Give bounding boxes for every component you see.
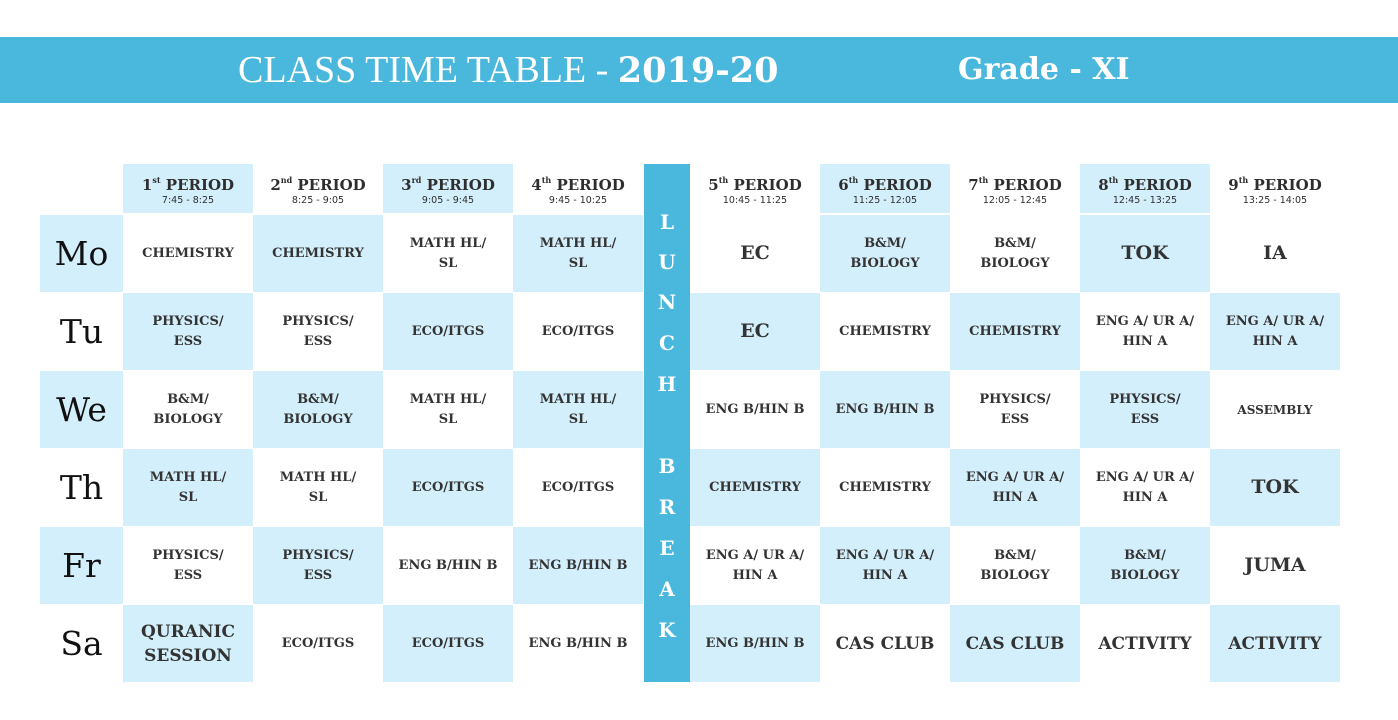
- period-label: PERIOD: [1118, 176, 1192, 194]
- lunch-letter: U: [658, 250, 676, 274]
- subject: [839, 322, 931, 342]
- subject: [410, 234, 486, 274]
- timetable-cell: [1080, 293, 1210, 370]
- period-label: PERIOD: [728, 176, 802, 194]
- subject-line: PHYSICS/: [152, 547, 224, 563]
- subject-line: MATH HL/: [279, 469, 357, 485]
- subject-line: PHYSICS/: [282, 547, 354, 563]
- subject: [1098, 632, 1191, 656]
- period-ordinal: th: [541, 175, 552, 185]
- subject-line: HIN A: [1122, 489, 1168, 505]
- period-label: PERIOD: [988, 176, 1062, 194]
- subject: [142, 244, 234, 264]
- timetable-cell: [123, 605, 253, 682]
- timetable-cell: [383, 449, 513, 526]
- subject: [529, 556, 628, 576]
- day-label: Th: [59, 468, 104, 507]
- subject-line: MATH HL/: [409, 391, 487, 407]
- subject: [966, 468, 1064, 508]
- subject-line: CAS CLUB: [965, 633, 1065, 654]
- timetable-cell: [513, 605, 643, 682]
- period-label: PERIOD: [1248, 176, 1322, 194]
- subject: [839, 478, 931, 498]
- subject: [1121, 241, 1168, 266]
- subject: [412, 634, 485, 654]
- subject-line: ECO/ITGS: [411, 479, 485, 495]
- period-time: 10:45 - 11:25: [722, 195, 788, 206]
- lunch-break-column: [644, 164, 690, 682]
- subject-line: JUMA: [1244, 554, 1306, 576]
- subject: [836, 546, 934, 586]
- period-title: [820, 171, 950, 194]
- period-number: 7: [968, 176, 979, 194]
- subject: [150, 468, 226, 508]
- subject-line: B&M/: [167, 391, 209, 407]
- page-title: [238, 45, 778, 95]
- period-header-5: [690, 164, 820, 213]
- period-label: PERIOD: [551, 176, 625, 194]
- subject: [412, 478, 485, 498]
- timetable-cell: [1080, 527, 1210, 604]
- subject: [282, 312, 353, 352]
- subject: [272, 244, 364, 264]
- timetable-cell: [950, 293, 1080, 370]
- subject-line: HIN A: [1252, 333, 1298, 349]
- period-time: 9:05 - 9:45: [421, 195, 475, 206]
- timetable-cell: [513, 293, 643, 370]
- subject-line: ACTIVITY: [1228, 633, 1322, 654]
- subject: [706, 400, 805, 420]
- subject-line: HIN A: [862, 567, 908, 583]
- subject: [141, 620, 235, 668]
- period-time: 7:45 - 8:25: [161, 195, 215, 206]
- period-header-6: [820, 164, 950, 213]
- subject-line: B&M/: [297, 391, 339, 407]
- timetable-cell: [383, 293, 513, 370]
- timetable-cell: [253, 449, 383, 526]
- period-label: PERIOD: [292, 176, 366, 194]
- timetable-cell: [253, 293, 383, 370]
- period-label: PERIOD: [421, 176, 495, 194]
- grade-label: Grade - XI: [958, 52, 1130, 87]
- period-ordinal: th: [718, 175, 729, 185]
- timetable-cell: [1080, 371, 1210, 448]
- period-time: 8:25 - 9:05: [291, 195, 345, 206]
- title-banner: [0, 37, 1398, 103]
- timetable-cell: [690, 215, 820, 292]
- subject-line: B&M/: [864, 235, 906, 251]
- subject-line: MATH HL/: [149, 469, 227, 485]
- period-number: 1: [141, 176, 153, 194]
- subject: [542, 478, 615, 498]
- subject-line: ACTIVITY: [1098, 633, 1192, 654]
- subject: [706, 634, 805, 654]
- timetable-cell: [1210, 527, 1340, 604]
- subject-line: CHEMISTRY: [839, 323, 931, 339]
- timetable-cell: [383, 371, 513, 448]
- timetable-cell: [690, 293, 820, 370]
- subject-line: BIOLOGY: [980, 255, 1050, 271]
- period-title: [690, 171, 820, 194]
- subject-line: CAS CLUB: [835, 633, 935, 654]
- subject-line: PHYSICS/: [979, 391, 1051, 407]
- subject-line: ECO/ITGS: [541, 323, 615, 339]
- period-header-8: [1080, 164, 1210, 213]
- timetable-cell: [690, 371, 820, 448]
- timetable-cell: [950, 371, 1080, 448]
- subject-line: PHYSICS/: [152, 313, 224, 329]
- subject-line: ECO/ITGS: [281, 635, 355, 651]
- subject: [1226, 312, 1324, 352]
- timetable-cell: [690, 605, 820, 682]
- period-label: PERIOD: [160, 176, 235, 194]
- subject: [980, 546, 1049, 586]
- lunch-letter: H: [657, 372, 677, 396]
- timetable-cell: [1210, 371, 1340, 448]
- timetable-cell: [253, 371, 383, 448]
- timetable-cell: [123, 293, 253, 370]
- period-header-9: [1210, 164, 1340, 213]
- period-number: 8: [1098, 176, 1109, 194]
- period-time: 12:45 - 13:25: [1112, 195, 1178, 206]
- period-ordinal: th: [1108, 175, 1119, 185]
- subject-line: HIN A: [992, 489, 1038, 505]
- subject-line: SL: [568, 411, 588, 427]
- subject: [542, 322, 615, 342]
- period-title: [253, 171, 383, 194]
- timetable-cell: [1080, 449, 1210, 526]
- subject-line: MATH HL/: [409, 235, 487, 251]
- lunch-letter: E: [659, 536, 675, 560]
- subject: [152, 546, 223, 586]
- subject-line: BIOLOGY: [980, 567, 1050, 583]
- subject: [836, 400, 935, 420]
- subject-line: EC: [740, 242, 770, 264]
- subject-line: B&M/: [1124, 547, 1166, 563]
- subject-line: IA: [1263, 242, 1287, 264]
- period-header-3: [383, 164, 513, 213]
- timetable-cell: [383, 605, 513, 682]
- timetable-cell: [950, 215, 1080, 292]
- timetable-cell: [1210, 293, 1340, 370]
- period-ordinal: st: [152, 175, 161, 185]
- subject-line: ENG A/ UR A/: [965, 469, 1065, 485]
- subject-line: SL: [178, 489, 198, 505]
- subject: [1228, 632, 1321, 656]
- subject-line: CHEMISTRY: [272, 245, 364, 261]
- subject-line: CHEMISTRY: [142, 245, 234, 261]
- day-label: Tu: [59, 312, 104, 351]
- period-number: 2: [270, 176, 281, 194]
- subject-line: BIOLOGY: [1110, 567, 1180, 583]
- subject-line: B&M/: [994, 547, 1036, 563]
- subject-line: ESS: [173, 567, 203, 583]
- subject-line: HIN A: [732, 567, 778, 583]
- timetable-cell: [253, 215, 383, 292]
- period-header-7: [950, 164, 1080, 213]
- period-title: [383, 171, 513, 194]
- timetable-cell: [383, 527, 513, 604]
- timetable-cell: [123, 527, 253, 604]
- subject-line: TOK: [1251, 476, 1299, 498]
- title-text: CLASS TIME TABLE -: [238, 49, 618, 91]
- subject: [1237, 400, 1312, 420]
- subject-line: ENG B/HIN B: [528, 635, 628, 651]
- period-ordinal: rd: [411, 175, 422, 185]
- period-time: 11:25 - 12:05: [852, 195, 918, 206]
- subject: [966, 632, 1065, 656]
- period-time: 9:45 - 10:25: [548, 195, 608, 206]
- lunch-letter: A: [659, 577, 675, 601]
- day-label: We: [40, 371, 123, 448]
- subject-line: ECO/ITGS: [411, 635, 485, 651]
- subject: [412, 322, 485, 342]
- timetable-cell: [1210, 449, 1340, 526]
- period-title: [513, 171, 643, 194]
- period-ordinal: th: [1238, 175, 1249, 185]
- timetable-cell: [513, 371, 643, 448]
- subject-line: ECO/ITGS: [541, 479, 615, 495]
- timetable-cell: [690, 527, 820, 604]
- subject-line: B&M/: [994, 235, 1036, 251]
- timetable-cell: [950, 605, 1080, 682]
- lunch-letter: C: [659, 331, 675, 355]
- timetable-cell: [950, 527, 1080, 604]
- subject: [740, 319, 770, 344]
- period-ordinal: nd: [280, 175, 293, 185]
- period-header-4: [513, 164, 643, 213]
- subject: [410, 390, 486, 430]
- lunch-letter: N: [657, 290, 677, 314]
- subject-line: ECO/ITGS: [411, 323, 485, 339]
- timetable-cell: [950, 449, 1080, 526]
- subject: [153, 390, 222, 430]
- subject-line: SL: [308, 489, 328, 505]
- timetable-cell: [123, 449, 253, 526]
- lunch-letter: L: [659, 210, 675, 234]
- subject-line: ENG B/HIN B: [528, 557, 628, 573]
- subject-line: CHEMISTRY: [969, 323, 1061, 339]
- subject-line: ESS: [173, 333, 203, 349]
- subject: [1251, 475, 1298, 500]
- subject: [280, 468, 356, 508]
- timetable-cell: [253, 527, 383, 604]
- period-title: [1080, 171, 1210, 194]
- period-time: 12:05 - 12:45: [982, 195, 1048, 206]
- timetable-cell: [1080, 215, 1210, 292]
- period-number: 4: [531, 176, 542, 194]
- period-number: 6: [838, 176, 849, 194]
- period-header-1: [123, 164, 253, 213]
- timetable-cell: [820, 215, 950, 292]
- subject: [283, 390, 352, 430]
- subject: [1263, 241, 1287, 266]
- subject: [1096, 468, 1194, 508]
- subject-line: ENG A/ UR A/: [1095, 469, 1195, 485]
- subject-line: CHEMISTRY: [839, 479, 931, 495]
- subject-line: ESS: [1130, 411, 1160, 427]
- subject-line: SL: [568, 255, 588, 271]
- subject-line: ENG B/HIN B: [705, 635, 805, 651]
- subject-line: PHYSICS/: [1109, 391, 1181, 407]
- subject: [980, 234, 1049, 274]
- subject: [969, 322, 1061, 342]
- timetable-cell: [820, 605, 950, 682]
- subject: [1244, 553, 1305, 578]
- subject-line: TOK: [1121, 242, 1169, 264]
- subject-line: ESS: [303, 333, 333, 349]
- timetable-cell: [1210, 215, 1340, 292]
- subject-line: EC: [740, 320, 770, 342]
- subject: [1109, 390, 1180, 430]
- subject-line: ENG A/ UR A/: [1095, 313, 1195, 329]
- subject: [399, 556, 498, 576]
- subject-line: MATH HL/: [539, 235, 617, 251]
- subject: [979, 390, 1050, 430]
- day-label: Mo: [40, 215, 123, 292]
- timetable-cell: [513, 527, 643, 604]
- subject: [709, 478, 801, 498]
- period-header-2: [253, 164, 383, 213]
- subject-line: ESS: [1000, 411, 1030, 427]
- period-number: 5: [708, 176, 719, 194]
- title-year: 2019-20: [617, 50, 779, 91]
- period-number: 9: [1228, 176, 1239, 194]
- subject-line: ESS: [303, 567, 333, 583]
- period-ordinal: th: [978, 175, 989, 185]
- timetable-cell: [513, 215, 643, 292]
- subject: [740, 241, 770, 266]
- subject: [540, 234, 616, 274]
- timetable-cell: [1080, 605, 1210, 682]
- subject-line: ENG A/ UR A/: [835, 547, 935, 563]
- subject-line: SL: [438, 411, 458, 427]
- subject-line: ASSEMBLY: [1237, 402, 1313, 417]
- subject-line: CHEMISTRY: [709, 479, 801, 495]
- subject: [282, 634, 355, 654]
- period-time: 13:25 - 14:05: [1242, 195, 1308, 206]
- subject-line: HIN A: [1122, 333, 1168, 349]
- subject-line: ENG A/ UR A/: [705, 547, 805, 563]
- timetable-cell: [383, 215, 513, 292]
- lunch-letter: K: [658, 618, 676, 642]
- timetable-cell: [123, 371, 253, 448]
- timetable-cell: [820, 371, 950, 448]
- subject-line: BIOLOGY: [283, 411, 353, 427]
- subject: [152, 312, 223, 352]
- timetable-cell: [1210, 605, 1340, 682]
- timetable-cell: [820, 449, 950, 526]
- subject: [836, 632, 935, 656]
- timetable-cell: [513, 449, 643, 526]
- timetable-cell: [820, 293, 950, 370]
- subject-line: MATH HL/: [539, 391, 617, 407]
- subject: [706, 546, 804, 586]
- subject-line: PHYSICS/: [282, 313, 354, 329]
- subject-line: SL: [438, 255, 458, 271]
- period-number: 3: [401, 176, 412, 194]
- subject: [1110, 546, 1179, 586]
- subject: [529, 634, 628, 654]
- timetable-cell: [253, 605, 383, 682]
- subject: [282, 546, 353, 586]
- subject-line: QURANIC: [141, 621, 235, 642]
- period-title: [950, 171, 1080, 194]
- period-ordinal: th: [848, 175, 859, 185]
- timetable-cell: [123, 215, 253, 292]
- subject: [540, 390, 616, 430]
- period-title: [123, 171, 253, 194]
- subject-line: ENG B/HIN B: [835, 401, 935, 417]
- subject-line: BIOLOGY: [153, 411, 223, 427]
- timetable-cell: [820, 527, 950, 604]
- period-title: [1210, 171, 1340, 194]
- subject-line: ENG B/HIN B: [705, 401, 805, 417]
- day-label: Sa: [60, 624, 103, 663]
- subject-line: ENG B/HIN B: [398, 557, 498, 573]
- subject-line: ENG A/ UR A/: [1225, 313, 1325, 329]
- lunch-letter: B: [658, 454, 676, 478]
- subject-line: BIOLOGY: [850, 255, 920, 271]
- subject: [1096, 312, 1194, 352]
- day-label: Fr: [40, 527, 123, 604]
- timetable-cell: [690, 449, 820, 526]
- period-label: PERIOD: [858, 176, 932, 194]
- subject-line: SESSION: [144, 645, 232, 666]
- subject: [850, 234, 919, 274]
- lunch-letter: R: [658, 495, 676, 519]
